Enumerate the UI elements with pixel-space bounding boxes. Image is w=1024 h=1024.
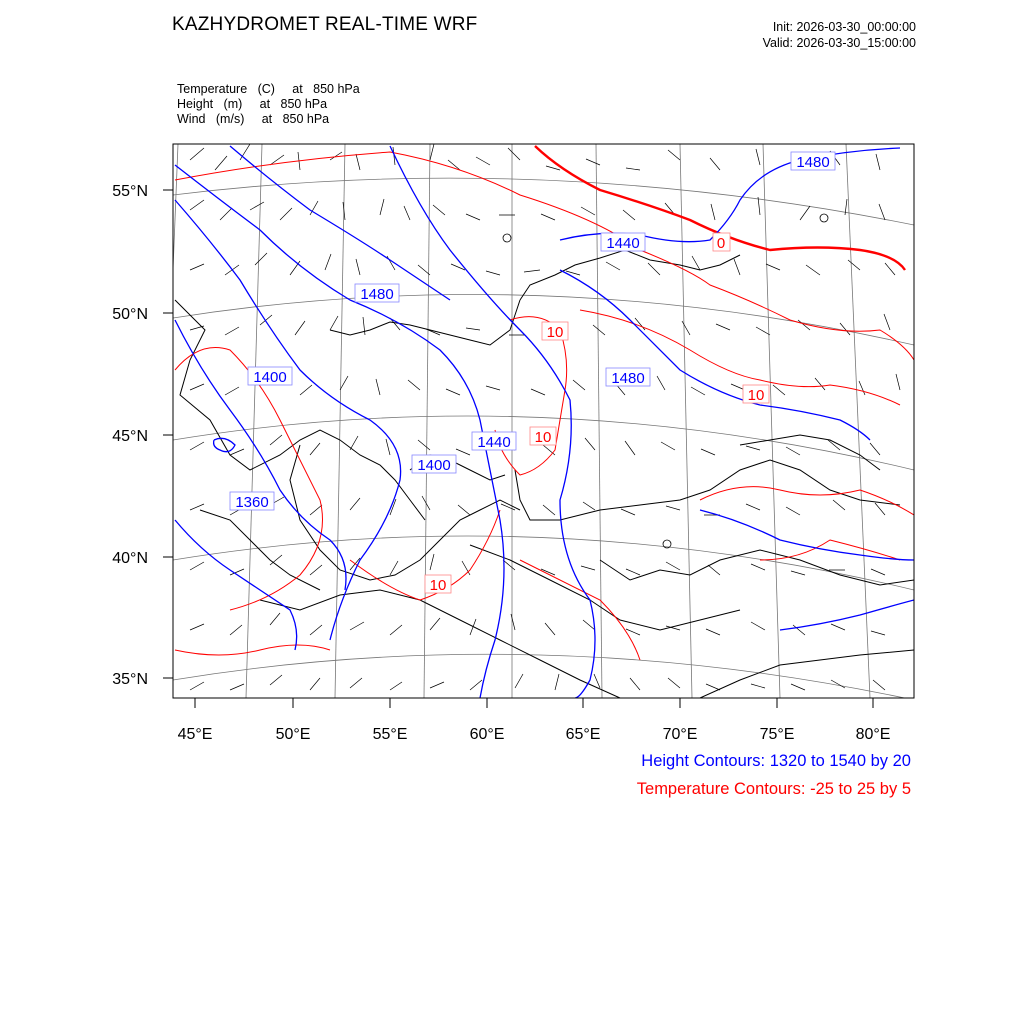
valid-time: Valid: 2026-03-30_15:00:00	[762, 36, 916, 50]
height-label: 1440	[477, 434, 511, 451]
lat-label: 50°N	[112, 306, 148, 323]
map-frame	[173, 144, 914, 698]
init-time: Init: 2026-03-30_00:00:00	[772, 20, 916, 34]
height-label: 1480	[796, 154, 830, 171]
field-wind: Wind (m/s) at 850 hPa	[177, 112, 330, 126]
height-contour-labels	[230, 152, 835, 511]
lat-label: 35°N	[112, 671, 148, 688]
field-temperature: Temperature (C) at 850 hPa	[177, 82, 360, 96]
field-height: Height (m) at 850 hPa	[177, 97, 328, 111]
temperature-label: 10	[546, 324, 564, 341]
lat-label: 45°N	[112, 428, 148, 445]
map-title: KAZHYDROMET REAL-TIME WRF	[172, 14, 478, 35]
temperature-label: 10	[429, 577, 447, 594]
height-legend: Height Contours: 1320 to 1540 by 20	[641, 752, 911, 770]
height-contours	[175, 146, 914, 698]
wind-barbs	[190, 144, 900, 690]
lon-label: 75°E	[759, 726, 795, 743]
temperature-contours	[175, 152, 914, 660]
temperature-contour-labels	[425, 233, 769, 594]
map-markers	[503, 214, 828, 548]
temperature-label: 10	[534, 429, 552, 446]
lat-label: 55°N	[112, 183, 148, 200]
lon-label: 70°E	[662, 726, 698, 743]
lon-label: 80°E	[855, 726, 891, 743]
height-label: 1360	[235, 494, 269, 511]
height-label: 1480	[360, 286, 394, 303]
temperature-label: 0	[716, 235, 726, 252]
coastlines-borders	[175, 250, 914, 698]
latitude-labels	[112, 183, 148, 688]
height-label: 1480	[611, 370, 645, 387]
lon-label: 60°E	[469, 726, 505, 743]
height-label: 1440	[606, 235, 640, 252]
graticule	[156, 144, 914, 700]
temperature-legend: Temperature Contours: -25 to 25 by 5	[636, 780, 911, 798]
temperature-label: 10	[747, 387, 765, 404]
lat-label: 40°N	[112, 550, 148, 567]
height-label: 1400	[417, 457, 451, 474]
longitude-labels	[178, 726, 891, 743]
lon-label: 50°E	[275, 726, 311, 743]
lon-label: 45°E	[177, 726, 213, 743]
lon-label: 55°E	[372, 726, 408, 743]
lon-label: 65°E	[565, 726, 601, 743]
height-label: 1400	[253, 369, 287, 386]
